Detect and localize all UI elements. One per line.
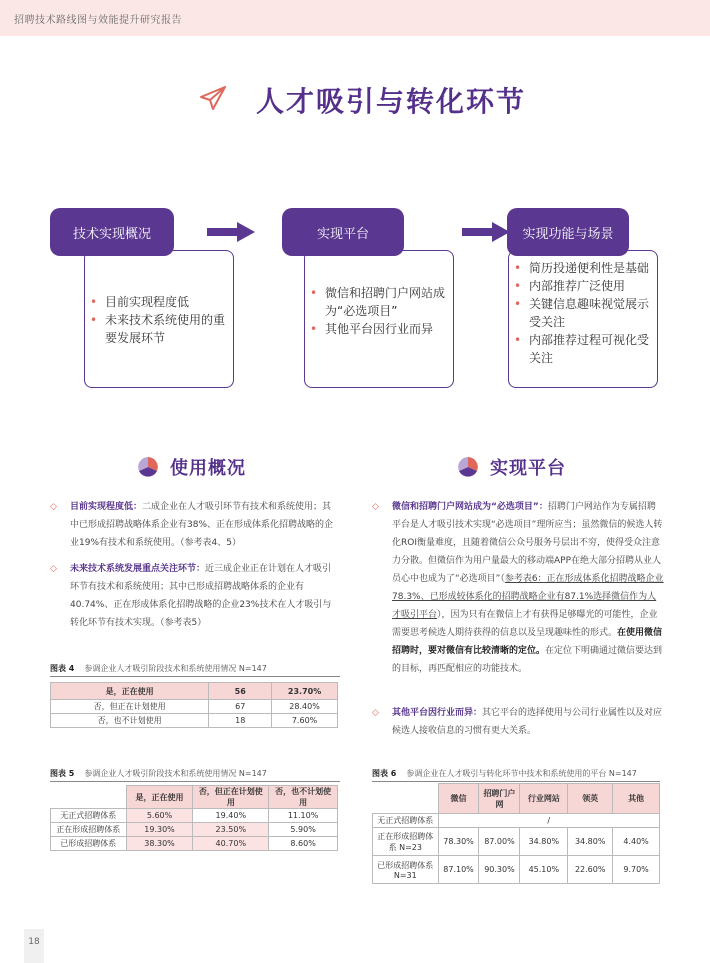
flow-box-overview — [84, 250, 234, 388]
table-cell: 67 — [209, 700, 272, 714]
flow-item: • 目前实现程度低 — [85, 293, 233, 311]
table-cell: 正在形成招聘体系 N=23 — [373, 828, 439, 856]
table-cell: 已形成招聘体系 — [51, 837, 127, 851]
table-cell: 8.60% — [269, 837, 338, 851]
table-cell: 38.30% — [126, 837, 193, 851]
table-cell: 87.10% — [438, 856, 479, 884]
flow-item: • 内部推荐广泛使用 — [509, 277, 651, 295]
table-cell: 5.60% — [126, 809, 193, 823]
table-cell: 22.60% — [568, 856, 613, 884]
divider — [50, 676, 340, 677]
page-title: 人才吸引与转化环节 — [256, 85, 527, 118]
section-usage-head — [136, 452, 246, 482]
table-header: 否，也不计划使用 — [269, 786, 338, 809]
table-cell: / — [438, 814, 659, 828]
flow-tab-platform: 实现平台 — [282, 208, 404, 256]
table-cell: 否，也不计划使用 — [51, 714, 209, 728]
table-cell: 19.40% — [193, 809, 269, 823]
table5-caption: 图表 5 参调企业人才吸引阶段技术和系统使用情况 N=147 — [50, 769, 267, 778]
table-cell: 34.80% — [568, 828, 613, 856]
table-cell: 无正式招聘体系 — [373, 814, 439, 828]
usage-paragraph-1: ◇ 目前实现程度低：二成企业在人才吸引环节有技术和系统使用；其中已形成招聘战略体系企业有38%、正在形成体系化招聘战略的企业19%有技术和系统使用。（参考表4、5） — [50, 498, 340, 552]
table-cell: 87.00% — [479, 828, 520, 856]
table-header: 否，但正在计划使用 — [193, 786, 269, 809]
divider — [50, 781, 340, 782]
table-row — [373, 814, 660, 828]
flow-item: • 关键信息趣味视觉展示受关注 — [509, 295, 651, 331]
table-cell: 9.70% — [613, 856, 660, 884]
table-cell: 是，正在使用 — [51, 683, 209, 700]
table-cell: 7.60% — [272, 714, 338, 728]
table-header: 领英 — [568, 784, 613, 814]
table-cell: 18 — [209, 714, 272, 728]
flow-item: • 其他平台因行业而异 — [305, 320, 453, 338]
table-cell: 90.30% — [479, 856, 520, 884]
page-title-block — [198, 80, 558, 120]
arrow-right-icon — [207, 222, 255, 242]
table-row — [373, 856, 660, 884]
table-cell: 40.70% — [193, 837, 269, 851]
flow-box-platform — [304, 250, 454, 388]
flow-item: • 内部推荐过程可视化受关注 — [509, 331, 651, 367]
pie-chart-icon — [136, 455, 160, 479]
table-cell: 5.90% — [269, 823, 338, 837]
table-row — [51, 714, 338, 728]
section-title: 使用概况 — [170, 458, 246, 479]
table-4 — [50, 682, 338, 728]
table-header: 微信 — [438, 784, 479, 814]
header-title: 招聘技术路线图与效能提升研究报告 — [14, 15, 182, 26]
arrow-right-icon — [462, 222, 510, 242]
table-header: 行业网站 — [520, 784, 568, 814]
table-corner — [373, 784, 439, 814]
table-row — [51, 700, 338, 714]
table-row — [51, 837, 338, 851]
table-cell: 28.40% — [272, 700, 338, 714]
flow-item: • 微信和招聘门户网站成为“必选项目” — [305, 284, 453, 320]
flow-tab-features: 实现功能与场景 — [507, 208, 629, 256]
table-row — [51, 809, 338, 823]
table-cell: 34.80% — [520, 828, 568, 856]
table-header: 是，正在使用 — [126, 786, 193, 809]
table-header-row — [51, 786, 338, 809]
table-header: 其他 — [613, 784, 660, 814]
header-bar — [0, 0, 710, 36]
flow-item: • 未来技术系统使用的重要发展环节 — [85, 311, 233, 347]
table-cell: 无正式招聘体系 — [51, 809, 127, 823]
table-header-row — [373, 784, 660, 814]
divider — [372, 781, 660, 782]
table-cell: 否，但正在计划使用 — [51, 700, 209, 714]
flow-item: • 简历投递便利性是基础 — [509, 259, 651, 277]
table-cell: 已形成招聘体系 N=31 — [373, 856, 439, 884]
table-cell: 45.10% — [520, 856, 568, 884]
table4-caption: 图表 4 参调企业人才吸引阶段技术和系统使用情况 N=147 — [50, 664, 267, 673]
table-5 — [50, 785, 338, 851]
table-row — [51, 683, 338, 700]
paper-plane-icon — [198, 83, 228, 113]
section-platform-head — [456, 452, 566, 482]
usage-paragraph-2: ◇ 未来技术系统发展重点关注环节：近三成企业正在计划在人才吸引环节有技术和系统使用；其中已形成招聘战略体系的企业有40.74%、正在形成体系化招聘战略的企业23%技术在人才吸引与转化环节有技术实现。（参考表5） — [50, 560, 340, 632]
table-header: 招聘门户网 — [479, 784, 520, 814]
table-corner — [51, 786, 127, 809]
flow-box-features — [508, 250, 658, 388]
table-cell: 56 — [209, 683, 272, 700]
table-cell: 4.40% — [613, 828, 660, 856]
pie-chart-icon — [456, 455, 480, 479]
section-title: 实现平台 — [490, 458, 566, 479]
table-cell: 11.10% — [269, 809, 338, 823]
table-6 — [372, 783, 660, 884]
table-row — [51, 823, 338, 837]
flow-tab-overview: 技术实现概况 — [50, 208, 174, 256]
table-cell: 23.70% — [272, 683, 338, 700]
table-cell: 19.30% — [126, 823, 193, 837]
table-cell: 23.50% — [193, 823, 269, 837]
platform-paragraph-1: ◇ 微信和招聘门户网站成为“必选项目”：招聘门户网站作为专属招聘平台是人才吸引技术实现“必选项目”理所应当；虽然微信的候选人转化ROI衡量难度，且随着微信公众号服务号层出不穷，使得受众注意力分散。但微信作为用户量最大的移动端APP在绝大部分招聘从业人员心中也成为了“必选项目”（参考表6：正在形成体系化招聘战略企业78.3%、已形成较体系化的招聘战略企业有87.1%选择微信作为人才吸引平台），因为只有在微信上才有获得足够曝光的可能性，企业需要思考候选人期待获得的信息以及呈现趣味性的形式。在使用微信招聘时，要对微信有比较清晰的定位。在定位下明确通过微信要达到的目标，再匹配相应的功能技术。 — [372, 498, 664, 678]
table-cell: 正在形成招聘体系 — [51, 823, 127, 837]
platform-paragraph-2: ◇ 其他平台因行业而异：其它平台的选择使用与公司行业属性以及对应候选人接收信息的习惯有更大关系。 — [372, 704, 664, 740]
table-row — [373, 828, 660, 856]
table-cell: 78.30% — [438, 828, 479, 856]
page-number: 18 — [24, 929, 44, 963]
table6-caption: 图表 6 参调企业在人才吸引与转化环节中技术和系统使用的平台 N=147 — [372, 769, 637, 778]
